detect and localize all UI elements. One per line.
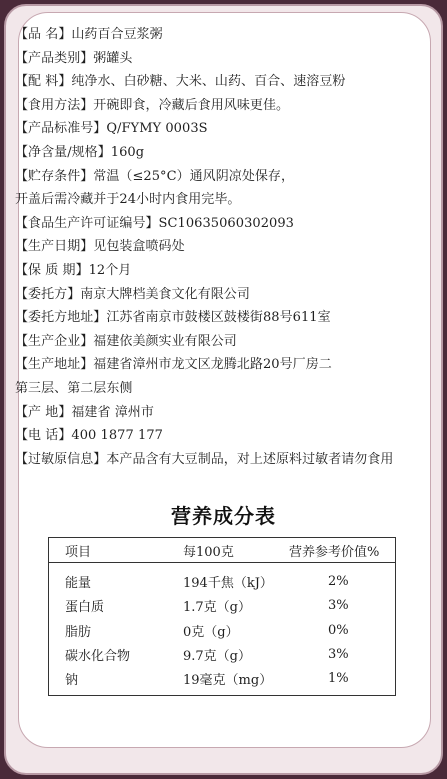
detail-line: 【委托方】南京大牌档美食文化有限公司 <box>15 286 250 302</box>
nutrition-header-row <box>49 538 395 562</box>
nutrient-nrv: 3% <box>328 597 349 613</box>
detail-line: 【保 质 期】12个月 <box>15 262 132 278</box>
nutrition-table-title: 营养成分表 <box>171 504 276 528</box>
nutrient-nrv: 1% <box>328 670 349 686</box>
table-row <box>49 569 395 593</box>
detail-line: 第三层、第二层东侧 <box>15 380 133 396</box>
nutrient-nrv: 3% <box>328 646 349 662</box>
nutrient-name: 钠 <box>65 672 79 688</box>
table-row <box>49 642 395 666</box>
nutrient-name: 脂肪 <box>65 624 92 640</box>
nutrient-amount: 0克（g） <box>183 624 239 640</box>
detail-line: 【产品类别】粥罐头 <box>15 50 133 66</box>
header-nrv: 营养参考价值% <box>289 544 380 560</box>
nutrient-amount: 1.7克（g） <box>183 599 251 615</box>
nutrient-nrv: 2% <box>328 573 349 589</box>
nutrition-table <box>48 537 396 696</box>
detail-line: 【产品标准号】Q/FYMY 0003S <box>15 121 208 137</box>
nutrient-name: 碳水化合物 <box>65 648 131 664</box>
nutrient-amount: 194千焦（kJ） <box>183 575 273 591</box>
nutrient-name: 能量 <box>65 575 92 591</box>
detail-line: 【过敏原信息】本产品含有大豆制品，对上述原料过敏者请勿食用 <box>15 451 394 467</box>
detail-line: 【产 地】福建省 漳州市 <box>15 404 154 420</box>
table-row <box>49 593 395 617</box>
table-row <box>49 666 395 690</box>
detail-line: 【贮存条件】常温（≤25°C）通风阴凉处保存， <box>15 168 295 184</box>
detail-line: 【委托方地址】江苏省南京市鼓楼区鼓楼街88号611室 <box>15 310 331 326</box>
detail-line: 【品 名】山药百合豆浆粥 <box>15 27 163 42</box>
detail-line: 【生产地址】福建省漳州市龙文区龙腾北路20号厂房二 <box>15 357 332 373</box>
detail-line: 【生产企业】福建依美颜实业有限公司 <box>15 333 237 349</box>
nutrient-amount: 19毫克（mg） <box>183 672 273 688</box>
detail-line: 【食品生产许可证编号】SC10635060302093 <box>15 215 294 231</box>
detail-line: 【生产日期】见包装盒喷码处 <box>15 239 185 255</box>
detail-line: 【食用方法】开碗即食，冷藏后食用风味更佳。 <box>15 97 290 113</box>
detail-line: 【电 话】400 1877 177 <box>15 428 163 444</box>
nutrient-amount: 9.7克（g） <box>183 648 251 664</box>
header-item: 项目 <box>65 544 92 560</box>
nutrition-table-body <box>49 565 395 689</box>
product-details <box>15 23 415 471</box>
detail-line: 【配 料】纯净水、白砂糖、大米、山药、百合、速溶豆粉 <box>15 74 346 90</box>
nutrition-table-header <box>49 538 395 563</box>
header-per-100g: 每100克 <box>183 544 234 560</box>
detail-line: 开盖后需冷藏并于24小时内食用完毕。 <box>15 192 241 208</box>
nutrient-nrv: 0% <box>328 622 349 638</box>
detail-line: 【净含量/规格】160g <box>15 144 145 160</box>
nutrient-name: 蛋白质 <box>65 599 105 615</box>
table-row <box>49 618 395 642</box>
